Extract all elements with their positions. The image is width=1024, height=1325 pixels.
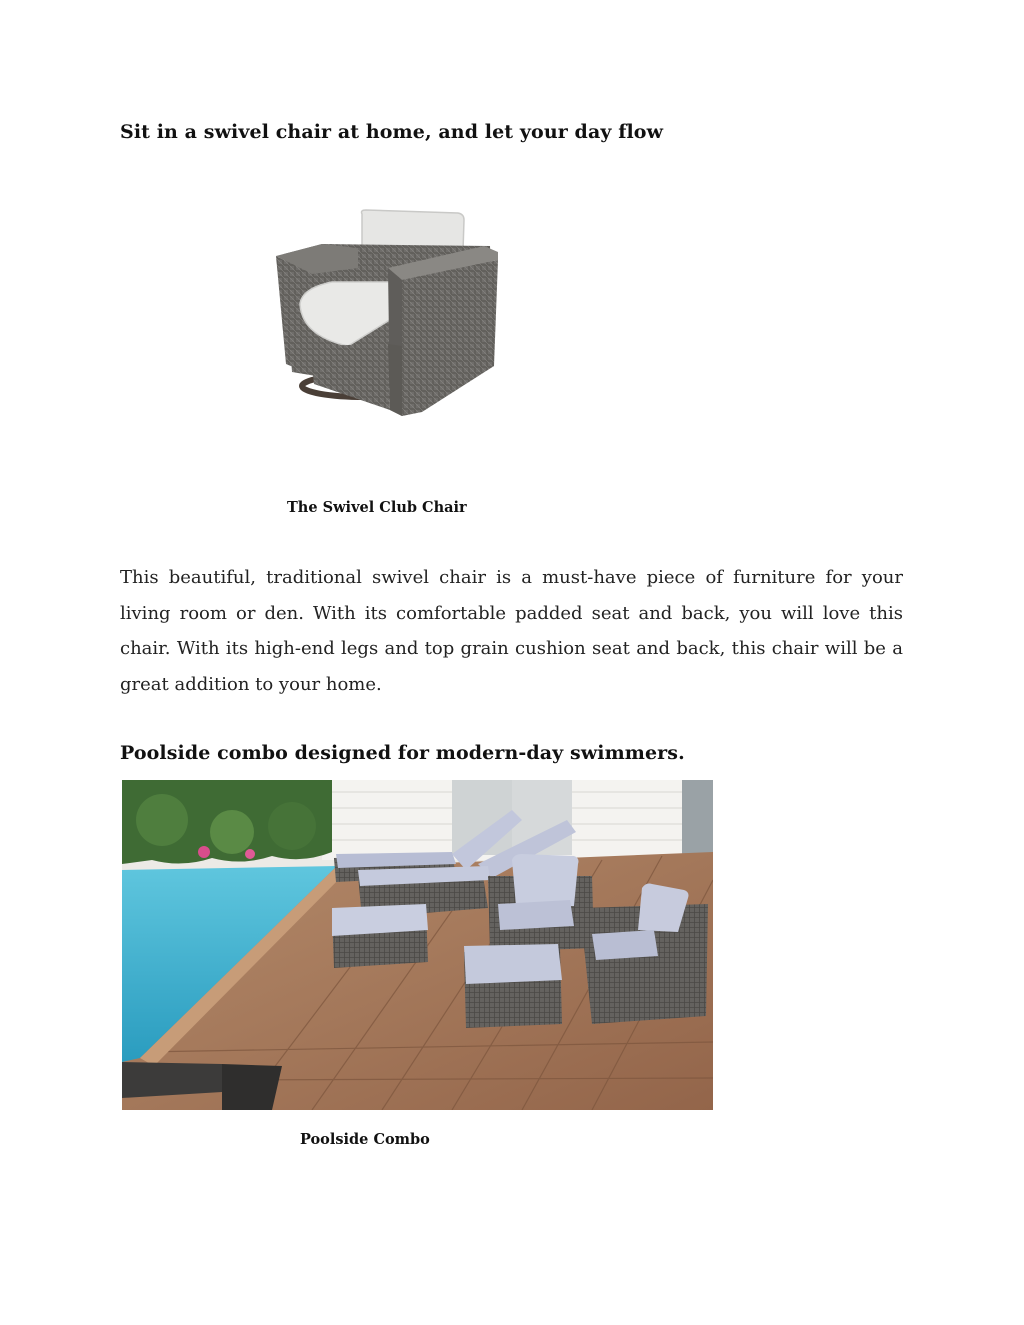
swivel-chair-description: This beautiful, traditional swivel chair is a must-have piece of furniture for your living room or den. With its comfortable padded seat and back, you will love this chair. With its high-end legs and top grain cushion seat and back, this chair will be a great addition to your home. <box>120 567 903 695</box>
swivel-section-heading: Sit in a swivel chair at home, and let your day flow <box>120 121 664 143</box>
poolside-section-heading: Poolside combo designed for modern-day swimmers. <box>120 742 685 764</box>
poolside-combo-caption: Poolside Combo <box>300 1131 430 1148</box>
swivel-chair-caption: The Swivel Club Chair <box>287 499 467 516</box>
swivel-chair-image <box>262 196 518 430</box>
poolside-combo-image <box>122 780 713 1110</box>
